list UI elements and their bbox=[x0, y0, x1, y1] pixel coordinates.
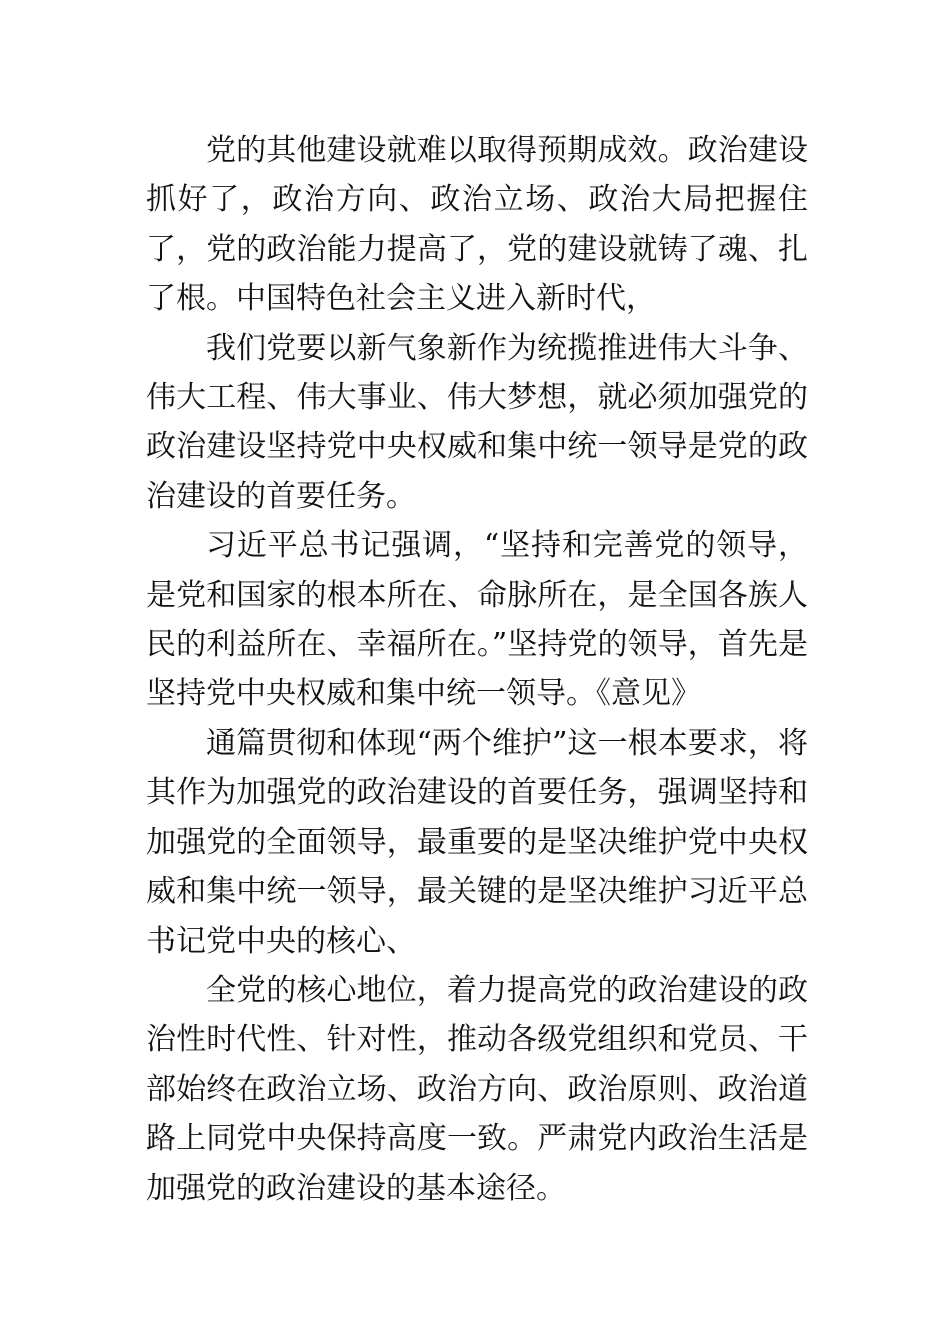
paragraph-5: 全党的核心地位，着力提高党的政治建设的政治性时代性、针对性，推动各级党组织和党员、干部始终在政治立场、政治方向、政治原则、政治道路上同党中央保持高度一致。严肃党内政治生活是加强党的政治建设的基本途径。 bbox=[146, 972, 808, 1206]
paragraph-3: 习近平总书记强调，“坚持和完善党的领导，是党和国家的根本所在、命脉所在，是全国各族人民的利益所在、幸福所在。”坚持党的领导，首先是坚持党中央权威和集中统一领导。《意见》 bbox=[146, 528, 808, 712]
document-body bbox=[146, 126, 808, 1213]
paragraph-2: 我们党要以新气象新作为统揽推进伟大斗争、伟大工程、伟大事业、伟大梦想，就必须加强党的政治建设坚持党中央权威和集中统一领导是党的政治建设的首要任务。 bbox=[146, 330, 808, 514]
paragraph-4: 通篇贯彻和体现“两个维护”这一根本要求，将其作为加强党的政治建设的首要任务，强调坚持和加强党的全面领导，最重要的是坚决维护党中央权威和集中统一领导，最关键的是坚决维护习近平总书记党中央的核心、 bbox=[146, 725, 808, 959]
paragraph-1: 党的其他建设就难以取得预期成效。政治建设抓好了，政治方向、政治立场、政治大局把握住了，党的政治能力提高了，党的建设就铸了魂、扎了根。中国特色社会主义进入新时代， bbox=[146, 133, 808, 317]
